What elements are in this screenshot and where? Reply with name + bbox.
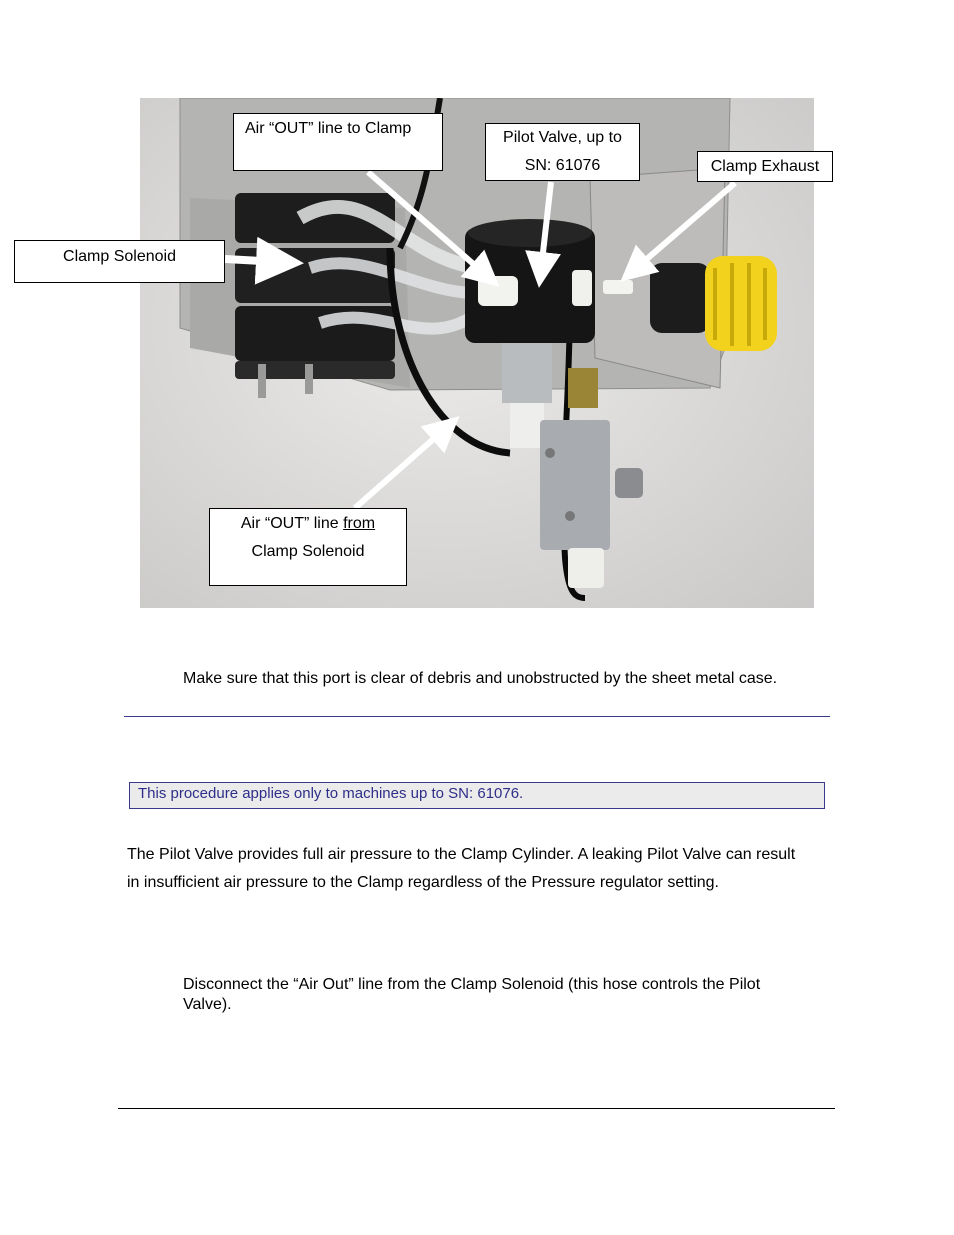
callout-clamp-exhaust [697, 151, 833, 182]
callout-air-out-from-line1 [210, 510, 406, 538]
callout-air-out-to-clamp [233, 113, 443, 171]
step-instruction-line2: Valve). [183, 996, 232, 1013]
callout-air-out-from-underlined: from [343, 515, 376, 532]
pilot-valve-paragraph-line1: The Pilot Valve provides full air pressure to the Clamp Cylinder. A leaking Pilot Valve can result [127, 846, 796, 863]
notice-box [129, 782, 825, 809]
port-note: Make sure that this port is clear of debris and unobstructed by the sheet metal case. [183, 670, 778, 687]
pilot-valve [465, 219, 595, 448]
callout-clamp-exhaust-text: Clamp Exhaust [710, 158, 820, 175]
callout-pilot-valve-line1: Pilot Valve, up to [503, 129, 622, 146]
callout-air-out-from-line2: Clamp Solenoid [251, 543, 365, 560]
callout-clamp-solenoid [14, 240, 225, 283]
section-divider [124, 716, 830, 717]
step-instruction-line1: Disconnect the “Air Out” line from the Clamp Solenoid (this hose controls the Pilot [183, 976, 761, 993]
pilot-valve-paragraph-line2: in insufficient air pressure to the Clamp regardless of the Pressure regulator setting. [127, 874, 719, 891]
footer-rule [118, 1108, 835, 1109]
callout-air-out-to-clamp-text: Air “OUT” line to Clamp [245, 120, 412, 137]
callout-air-out-from-solenoid [209, 508, 407, 586]
callout-air-out-from-prefix: Air “OUT” line [240, 515, 344, 532]
callout-pilot-valve-line2: SN: 61076 [524, 157, 601, 174]
callout-pilot-valve [485, 123, 640, 181]
callout-clamp-solenoid-text: Clamp Solenoid [63, 248, 176, 265]
notice-text: This procedure applies only to machines up to SN: 61076. [138, 785, 524, 802]
